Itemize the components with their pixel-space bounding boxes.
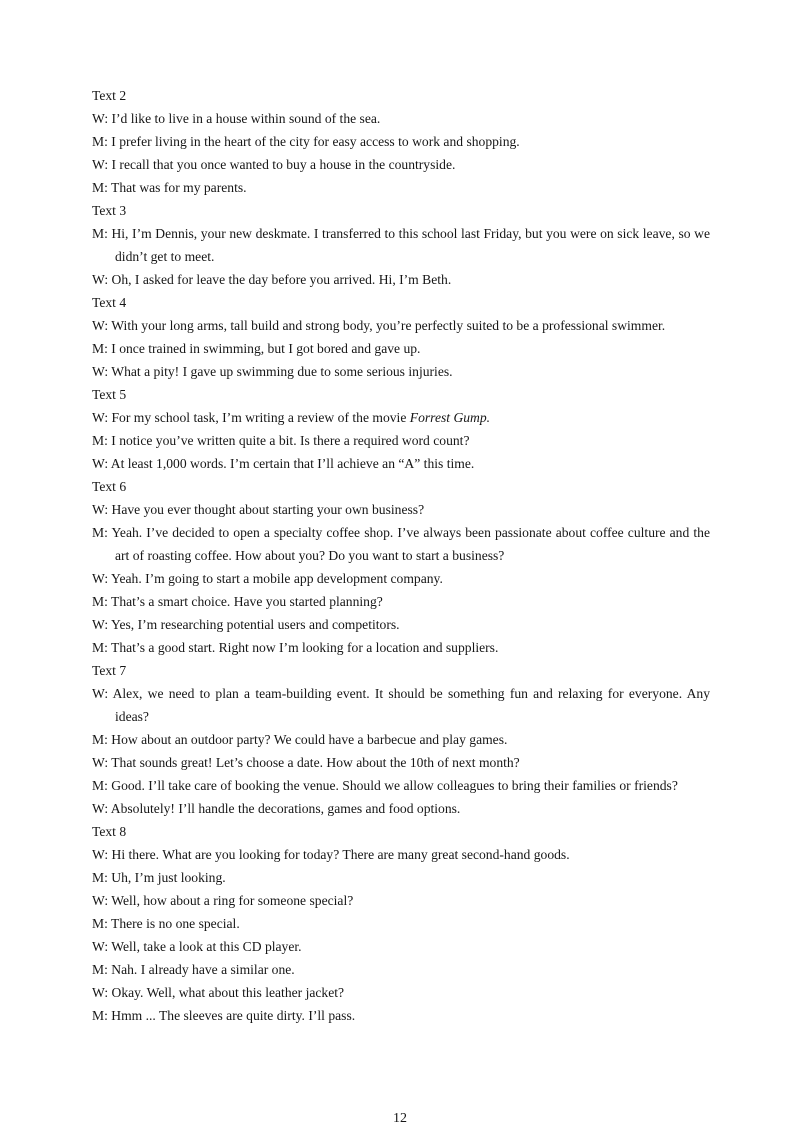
dialogue-line: M: Nah. I already have a similar one. bbox=[92, 962, 295, 977]
dialogue-line: M: Hmm ... The sleeves are quite dirty. I’ll pass. bbox=[92, 1008, 356, 1023]
dialogue-line: M: How about an outdoor party? We could have a barbecue and play games. bbox=[92, 732, 508, 747]
dialogue-line: W: Oh, I asked for leave the day before you arrived. Hi, I’m Beth. bbox=[92, 272, 452, 287]
dialogue-line: W: Well, how about a ring for someone special? bbox=[92, 893, 354, 908]
dialogue-line: W: That sounds great! Let’s choose a date. How about the 10th of next month? bbox=[92, 755, 520, 770]
dialogue-text: W: For my school task, I’m writing a review of the movie bbox=[92, 410, 407, 425]
section-heading: Text 8 bbox=[92, 824, 127, 839]
dialogue-line: M: That’s a good start. Right now I’m looking for a location and suppliers. bbox=[92, 640, 499, 655]
transcript-page bbox=[92, 84, 710, 1027]
dialogue-line: W: Yes, I’m researching potential users and competitors. bbox=[92, 617, 400, 632]
dialogue-line: M: I once trained in swimming, but I got bored and gave up. bbox=[92, 341, 421, 356]
dialogue-line: M: That’s a smart choice. Have you started planning? bbox=[92, 594, 383, 609]
dialogue-line: W: At least 1,000 words. I’m certain that I’ll achieve an “A” this time. bbox=[92, 456, 475, 471]
dialogue-line: W: Okay. Well, what about this leather jacket? bbox=[92, 985, 345, 1000]
section-heading: Text 3 bbox=[92, 203, 127, 218]
dialogue-line: W: What a pity! I gave up swimming due to some serious injuries. bbox=[92, 364, 453, 379]
dialogue-line: M: There is no one special. bbox=[92, 916, 240, 931]
dialogue-line: W: Alex, we need to plan a team-building event. It should be something fun and relaxing for everyone. Any ideas? bbox=[92, 686, 710, 724]
section-heading: Text 2 bbox=[92, 88, 127, 103]
dialogue-line: W: With your long arms, tall build and strong body, you’re perfectly suited to be a professional swimmer. bbox=[92, 318, 666, 333]
dialogue-line: W: Have you ever thought about starting your own business? bbox=[92, 502, 425, 517]
dialogue-line: M: Yeah. I’ve decided to open a specialty coffee shop. I’ve always been passionate about coffee culture and the art of roasting coffee. How about you? Do you want to start a business? bbox=[92, 525, 710, 563]
section-heading: Text 6 bbox=[92, 479, 127, 494]
page-number: 12 bbox=[393, 1111, 407, 1126]
section-heading: Text 5 bbox=[92, 387, 127, 402]
dialogue-line: W: Yeah. I’m going to start a mobile app development company. bbox=[92, 571, 443, 586]
dialogue-line: W: I recall that you once wanted to buy a house in the countryside. bbox=[92, 157, 456, 172]
movie-title: Forrest Gump. bbox=[409, 410, 491, 425]
dialogue-line: M: Good. I’ll take care of booking the venue. Should we allow colleagues to bring their families or friends? bbox=[92, 778, 678, 793]
dialogue-line bbox=[92, 406, 710, 429]
dialogue-line: W: Absolutely! I’ll handle the decorations, games and food options. bbox=[92, 801, 461, 816]
dialogue-line: W: Hi there. What are you looking for today? There are many great second-hand goods. bbox=[92, 847, 570, 862]
dialogue-line: M: I prefer living in the heart of the city for easy access to work and shopping. bbox=[92, 134, 520, 149]
dialogue-line: M: I notice you’ve written quite a bit. Is there a required word count? bbox=[92, 433, 470, 448]
dialogue-line: M: That was for my parents. bbox=[92, 180, 247, 195]
dialogue-line: W: Well, take a look at this CD player. bbox=[92, 939, 302, 954]
dialogue-line: M: Uh, I’m just looking. bbox=[92, 870, 226, 885]
section-heading: Text 7 bbox=[92, 663, 127, 678]
section-heading: Text 4 bbox=[92, 295, 127, 310]
dialogue-line: W: I’d like to live in a house within sound of the sea. bbox=[92, 111, 381, 126]
dialogue-line: M: Hi, I’m Dennis, your new deskmate. I transferred to this school last Friday, but you were on sick leave, so we didn’t get to meet. bbox=[92, 226, 710, 264]
